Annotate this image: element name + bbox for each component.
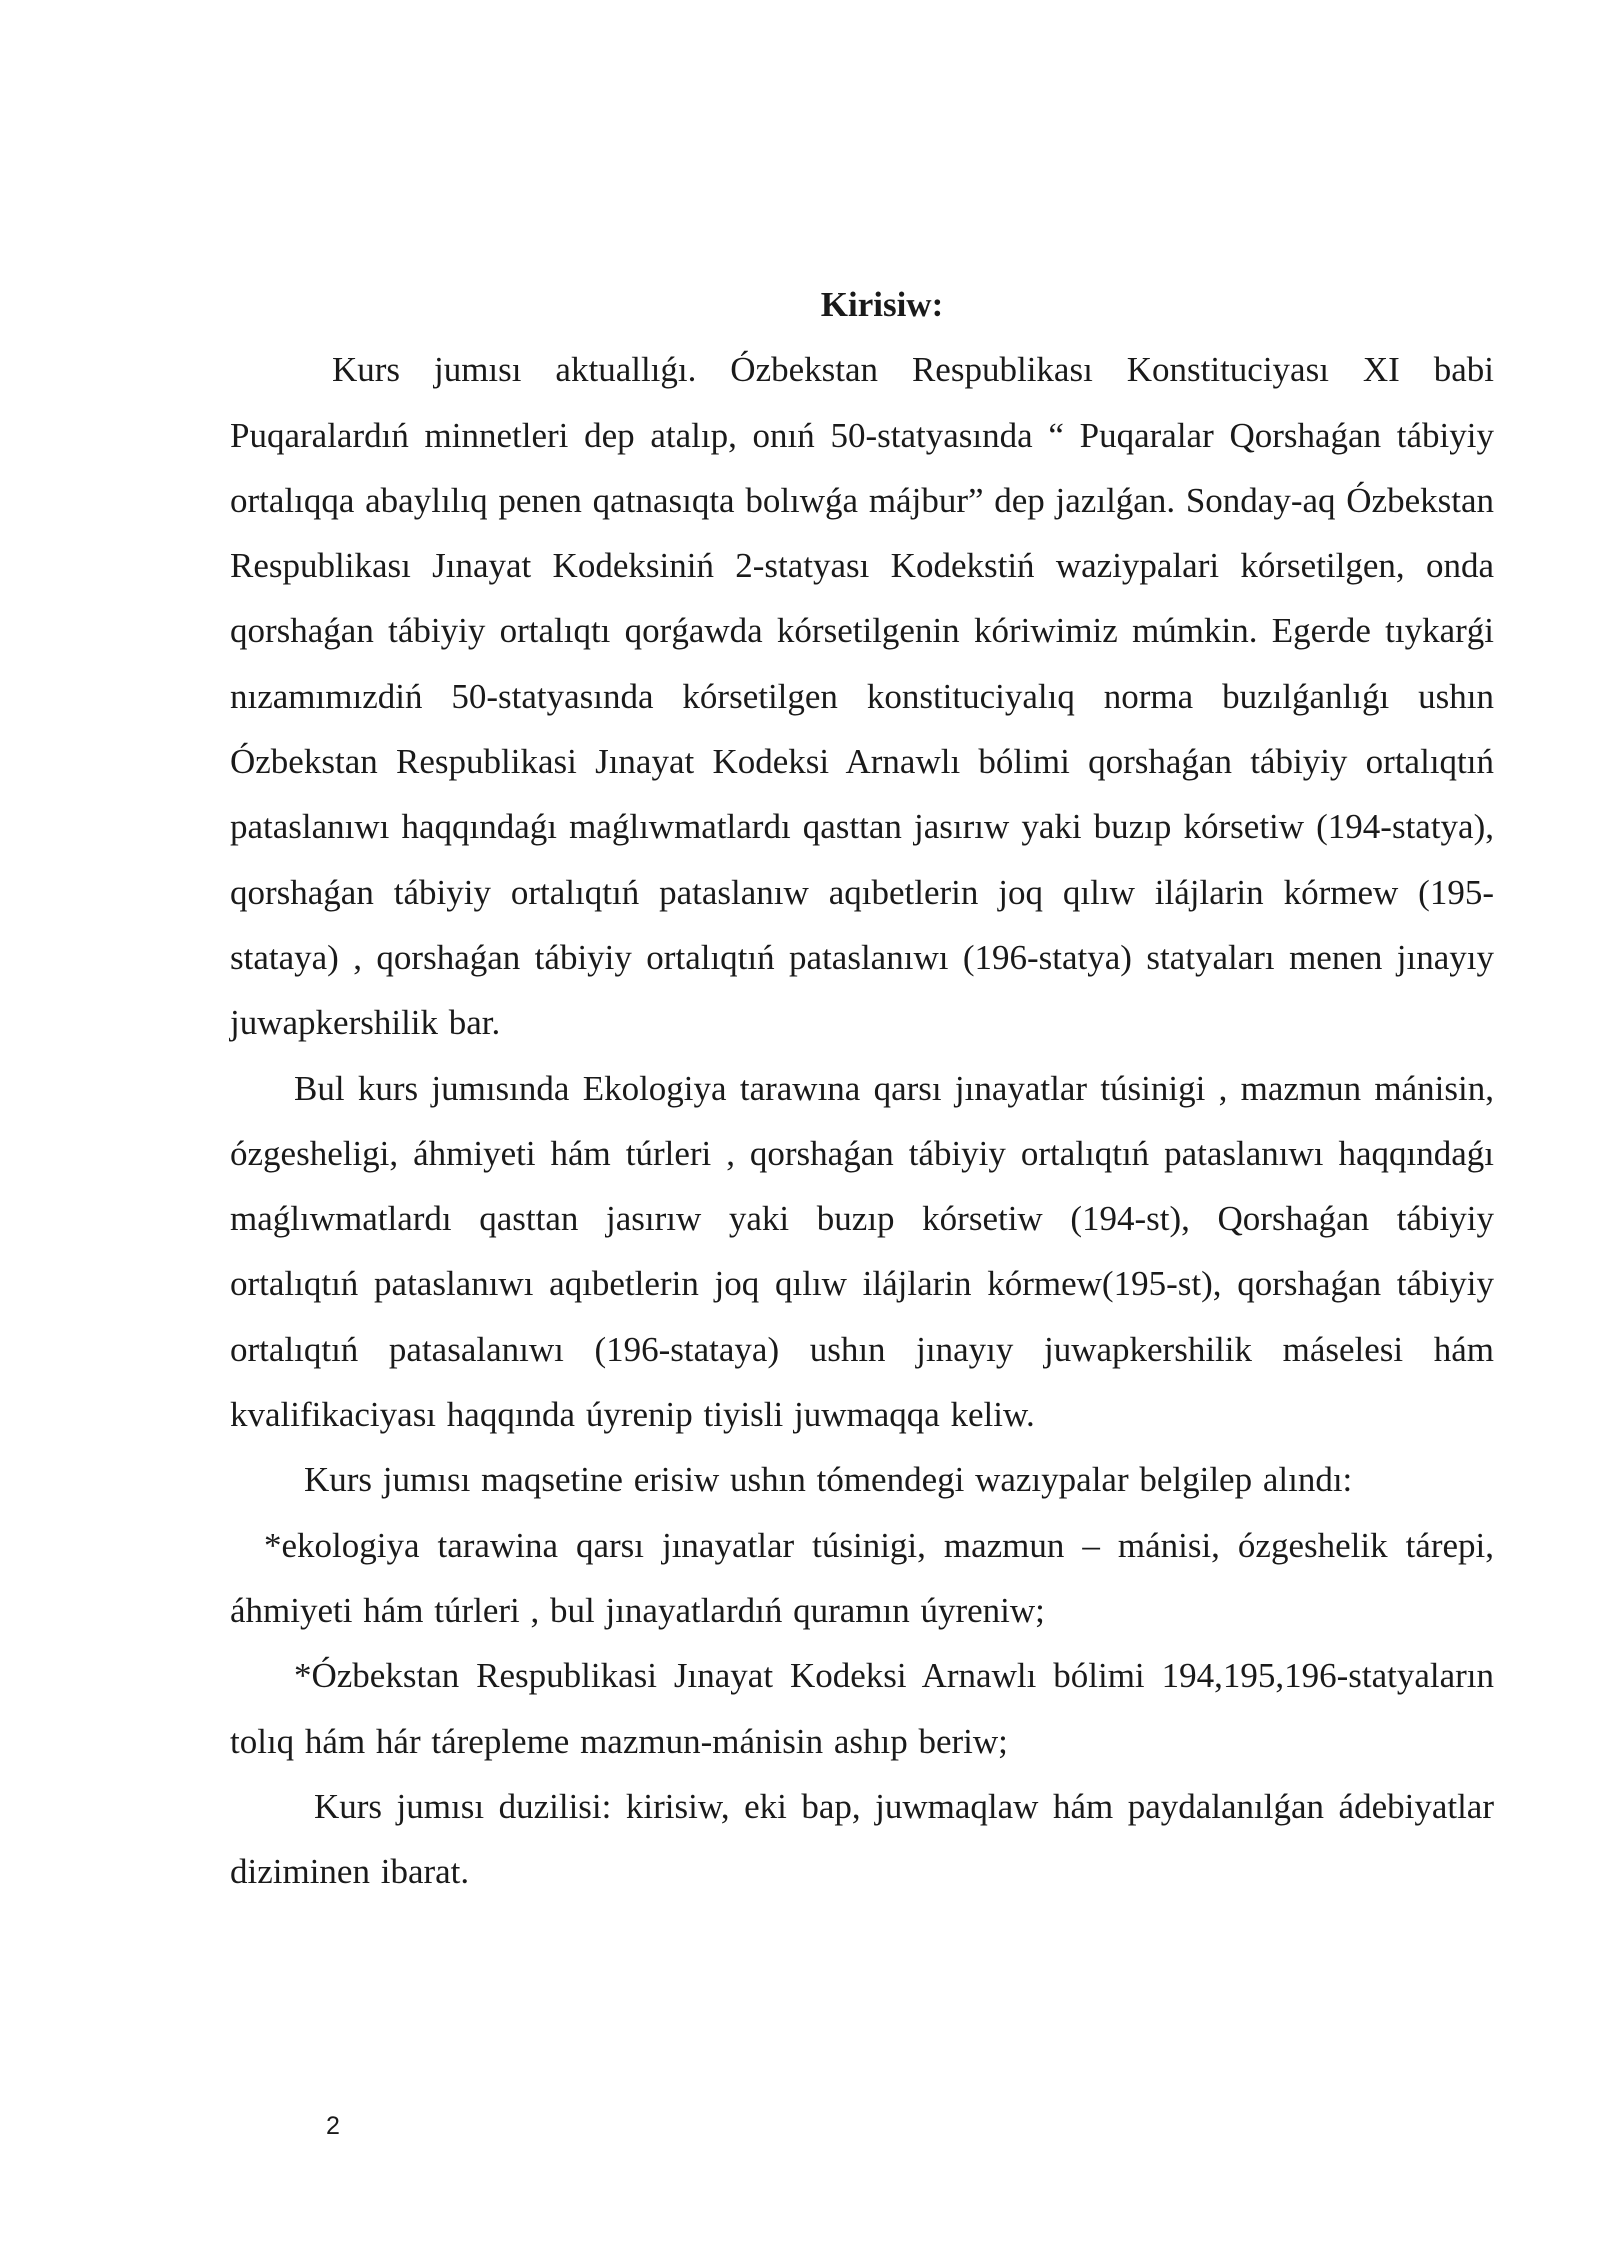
paragraph-goal: Kurs jumısı maqsetine erisiw ushın tómendegi wazıypalar belgilep alındı: [304,1460,1353,1500]
page-content [230,272,1494,1904]
section-title: Kirisiw: [820,285,944,324]
paragraph-task-1: *ekologiya tarawina qarsı jınayatlar túsinigi, mazmun – mánisi, ózgeshelik tárepi, áhmiyeti hám túrleri , bul jınayatlardıń quramın úyreniw; [230,1525,1494,1630]
paragraph-structure: Kurs jumısı duzilisi: kirisiw, eki bap, juwmaqlaw hám paydalanılǵan ádebiyatlar diziminen ibarat. [230,1786,1494,1892]
paragraph-task-2: *Ózbekstan Respublikasi Jınayat Kodeksi Arnawlı bólimi 194,195,196-statyaların tolıq hám hár tárepleme mazmun-mánisin ashıp beriw; [230,1656,1494,1761]
page-number: 2 [326,2112,340,2140]
paragraph-relevance: Kurs jumısı aktuallıǵı. Ózbekstan Respublikası Konstituciyası XI babi Puqaralardıń minnetleri dep atalıp, onıń 50-statyasında “ Puqaralar Qorshaǵan tábiyiy ortalıqqa abaylılıq penen qatnasıqta bolıwǵa májbur” dep jazılǵan. Sonday-aq Ózbekstan Respublikası Jınayat Kodeksiniń 2-statyası Kodekstiń waziypalari kórsetilgen, onda qorshaǵan tábiyiy ortalıqtı qorǵawda kórsetilgenin kóriwimiz múmkin. Egerde tıykarǵi nızamımızdiń 50-statyasında kórsetilgen konstituciyalıq norma buzılǵanlıǵı ushın Ózbekstan Respublikasi Jınayat Kodeksi Arnawlı bólimi qorshaǵan tábiyiy ortalıqtıń pataslanıwı haqqındaǵı maǵlıwmatlardı qasttan jasırıw yaki buzıp kórsetiw (194-statya), qorshaǵan tábiyiy ortalıqtıń pataslanıw aqıbetlerin joq qılıw ilájlarin kórmew (195-stataya) , qorshaǵan tábiyiy ortalıqtıń pataslanıwı (196-statya) statyaları menen jınayıy juwapkershilik bar. [230,350,1494,1043]
paragraph-scope: Bul kurs jumısında Ekologiya tarawına qarsı jınayatlar túsinigi , mazmun mánisin, ózgesheligi, áhmiyeti hám túrleri , qorshaǵan tábiyiy ortalıqtıń pataslanıwı haqqındaǵı maǵlıwmatlardı qasttan jasırıw yaki buzıp kórsetiw (194-st), Qorshaǵan tábiyiy ortalıqtıń pataslanıwı aqıbetlerin joq qılıw ilájlarin kórmew(195-st), qorshaǵan tábiyiy ortalıqtıń patasalanıwı (196-stataya) ushın jınayıy juwapkershilik máselesi hám kvalifikaciyası haqqında úyrenip tiyisli juwmaqqa keliw. [230,1068,1494,1435]
